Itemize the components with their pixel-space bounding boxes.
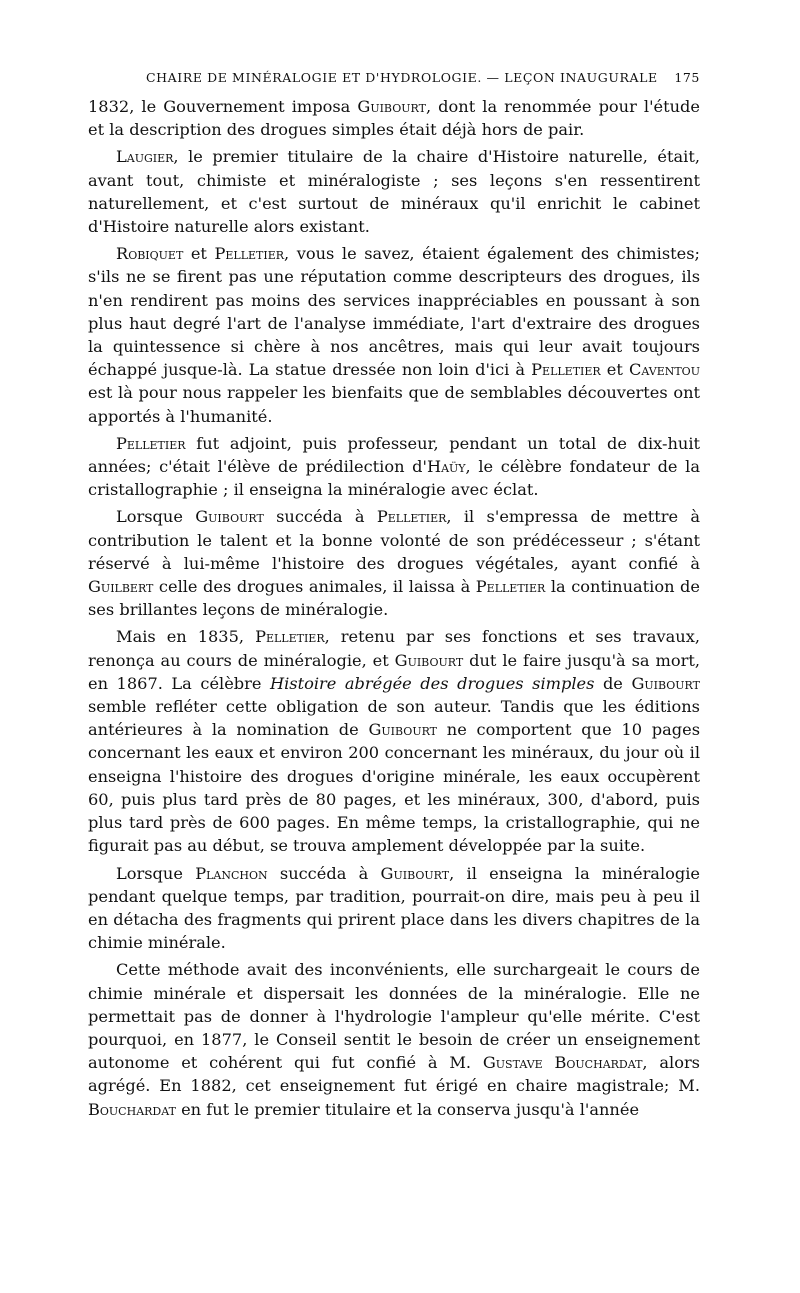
person-name: Haüy	[426, 457, 466, 477]
paragraph	[88, 242, 700, 428]
person-name: Guibourt	[195, 507, 264, 527]
text-run: en fut le premier titulaire et la conserva jusqu'à l'année	[175, 1099, 640, 1119]
paragraph	[88, 862, 700, 955]
text-run: Mais en 1835,	[116, 627, 256, 647]
running-head	[88, 70, 700, 85]
text-run: succéda à	[267, 863, 381, 883]
book-page	[88, 70, 700, 1125]
text-run: , il s'empressa de mettre à contribution le talent et la bonne volonté de son prédécesseur ; s'étant réservé à lui-même l'histoire des drogues végétales, ayant confié à	[88, 507, 700, 573]
text-run: , le célèbre fondateur de la cristallographie ; il enseigna la minéralogie avec éclat.	[88, 457, 700, 500]
person-name: Pelletier	[116, 433, 186, 453]
person-name: Caventou	[628, 360, 700, 380]
person-name: Pelletier	[475, 577, 546, 597]
text-run: , alors agrégé. En 1882, cet enseignement fut érigé en chaire magistrale; M.	[88, 1053, 700, 1096]
paragraph	[88, 95, 700, 141]
text-run: fut adjoint, puis professeur, pendant un total de dix-huit années; c'était l'élève de prédilection d'	[88, 433, 700, 477]
person-name: Pelletier	[214, 244, 285, 264]
person-name: Guibourt	[357, 97, 426, 116]
page-number: 175	[674, 70, 700, 85]
person-name: Planchon	[195, 863, 268, 883]
text-run: ne comportent que 10 pages concernant les eaux et environ 200 concernant les minéraux, du jour où il enseigna l'histoire des drogues d'origine minérale, les eaux occupèrent 60, puis plus tard près de 80 pages, et les minéraux, 300, d'abord, puis plus tard près de 600 pages. En même temps, la cristallographie, qui ne figurait pas au début, se trouva amplement développée par la suite.	[88, 720, 700, 856]
paragraph	[88, 145, 700, 238]
text-run: Lorsque	[116, 863, 196, 883]
text-run: 1832, le Gouvernement imposa	[88, 97, 358, 116]
book-title: Histoire abrégée des drogues simples	[270, 673, 595, 693]
paragraph	[88, 958, 700, 1120]
person-name: Laugier	[116, 147, 174, 167]
text-run: , dont la renommée pour l'étude et la description des drogues simples était déjà hors de pair.	[88, 97, 700, 140]
text-run: dut le faire jusqu'à sa mort, en 1867. La célèbre	[88, 650, 700, 693]
paragraph	[88, 625, 700, 857]
text-run: celle des drogues animales, il laissa à	[153, 577, 476, 597]
text-run: est là pour nous rappeler les bienfaits que de semblables découvertes ont apportés à l'humanité.	[88, 383, 700, 426]
text-run: succéda à	[263, 507, 377, 527]
text-run: de	[594, 673, 632, 693]
person-name: Gustave Bouchardat	[482, 1053, 643, 1073]
person-name: Guibourt	[368, 720, 438, 740]
paragraph	[88, 505, 700, 621]
text-run: Lorsque	[116, 507, 196, 527]
text-run: , vous le savez, étaient également des chimistes; s'ils ne se firent pas une réputation comme descripteurs des drogues, ils n'en rendirent pas moins des services inappréciables en poussant à son plus haut degré l'art de l'analyse immédiate, l'art d'extraire des drogues la quintessence si chère à nos ancêtres, mais qui leur avait toujours échappé jusque-là. La statue dressée non loin d'ici à	[88, 244, 700, 380]
running-title: CHAIRE DE MINÉRALOGIE ET D'HYDROLOGIE. — LEÇON INAUGURALE	[146, 70, 658, 85]
person-name: Guilbert	[88, 577, 154, 597]
text-run: semble refléter cette obligation de son auteur. Tandis que les éditions antérieures à la nomination de	[88, 697, 700, 740]
text-run: Cette méthode avait des inconvénients, elle surchargeait le cours de chimie minérale et dispersait les données de la minéralogie. Elle ne permettait pas de donner à l'hydrologie l'ampleur qu'elle mérite. C'est pourquoi, en 1877, le Conseil sentit le besoin de créer un enseignement autonome et cohérent qui fut confié à M.	[88, 960, 700, 1073]
body-text	[88, 95, 700, 1121]
person-name: Pelletier	[255, 627, 325, 647]
person-name: Guibourt	[394, 650, 464, 670]
text-run: , retenu par ses fonctions et ses travaux, renonça au cours de minéralogie, et	[88, 627, 701, 670]
person-name: Guibourt	[380, 863, 450, 883]
text-run: la continuation de ses brillantes leçons de minéralogie.	[88, 577, 700, 620]
text-run: et	[600, 360, 629, 380]
paragraph	[88, 432, 700, 502]
text-run: , il enseigna la minéralogie pendant quelque temps, par tradition, pourrait-on dire, mais peu à peu il en détacha des fragments qui prirent place dans les divers chapitres de la chimie minérale.	[88, 863, 700, 953]
text-run: et	[183, 244, 215, 264]
person-name: Guibourt	[631, 673, 700, 693]
person-name: Pelletier	[531, 360, 601, 380]
person-name: Bouchardat	[88, 1099, 176, 1119]
text-run: , le premier titulaire de la chaire d'Histoire naturelle, était, avant tout, chimiste et minéralogiste ; ses leçons s'en ressentirent naturellement, et c'est surtout de minéraux qu'il enrichit le cabinet d'Histoire naturelle alors existant.	[88, 147, 700, 237]
person-name: Robiquet	[116, 244, 184, 264]
person-name: Pelletier	[376, 507, 447, 527]
